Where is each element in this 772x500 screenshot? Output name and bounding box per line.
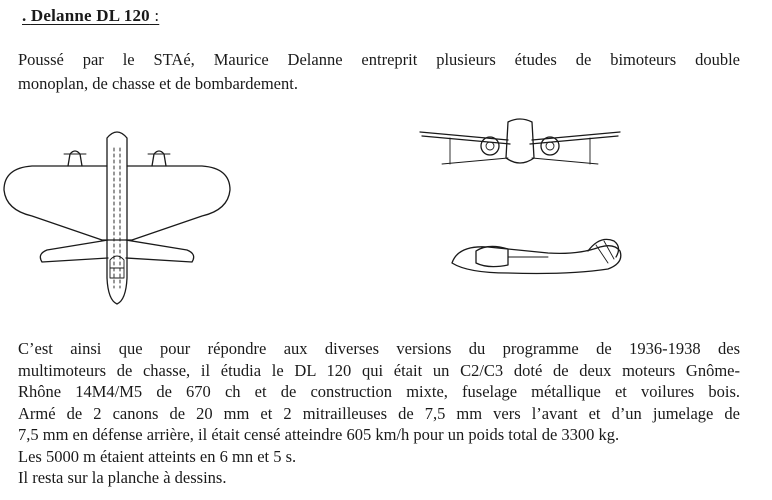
body-line-7: Il resta sur la planche à dessins. bbox=[18, 468, 227, 487]
front-fuselage bbox=[506, 119, 534, 163]
section-heading bbox=[22, 6, 159, 26]
intro-paragraph bbox=[18, 48, 740, 96]
heading-title: Delanne DL 120 bbox=[30, 6, 150, 25]
intro-line-2: monoplan, de chasse et de bombardement. bbox=[18, 74, 298, 93]
body-line-4: Armé de 2 canons de 20 mm et 2 mitrailleuses de 7,5 mm vers l’avant et d’un jumelage de bbox=[18, 403, 740, 423]
body-line-2: multimoteurs de chasse, il étudia le DL 120 qui était un C2/C3 doté de deux moteurs Gnôme- bbox=[18, 360, 740, 380]
aircraft-top-view-drawing bbox=[2, 128, 232, 308]
body-paragraph bbox=[18, 338, 740, 489]
rear-turret bbox=[588, 239, 619, 257]
intro-line-1: Poussé par le STAé, Maurice Delanne entreprit plusieurs études de bimoteurs double bbox=[18, 50, 740, 69]
side-engine-nacelle bbox=[476, 246, 508, 266]
main-wing bbox=[4, 166, 230, 240]
aircraft-front-view-drawing bbox=[420, 118, 620, 188]
body-line-6: Les 5000 m étaient atteints en 6 mn et 5 s. bbox=[18, 446, 297, 466]
right-engine-nacelle bbox=[152, 151, 166, 166]
body-line-3: Rhône 14M4/M5 de 670 ch et de construction mixte, fuselage métallique et voilures bois. bbox=[18, 382, 740, 401]
aircraft-side-view-drawing bbox=[448, 235, 628, 285]
right-engine-front bbox=[541, 137, 559, 155]
body-line-1: C’est ainsi que pour répondre aux diverses versions du programme de 1936-1938 des bbox=[18, 339, 740, 358]
body-line-5: 7,5 mm en défense arrière, il était censé atteindre 605 km/h pour un poids total de 3300 kg. bbox=[18, 425, 620, 444]
heading-prefix: . bbox=[22, 6, 31, 25]
tailplane bbox=[40, 240, 193, 262]
left-engine-nacelle bbox=[68, 151, 82, 166]
heading-colon: : bbox=[149, 6, 160, 25]
left-engine-front bbox=[481, 137, 499, 155]
